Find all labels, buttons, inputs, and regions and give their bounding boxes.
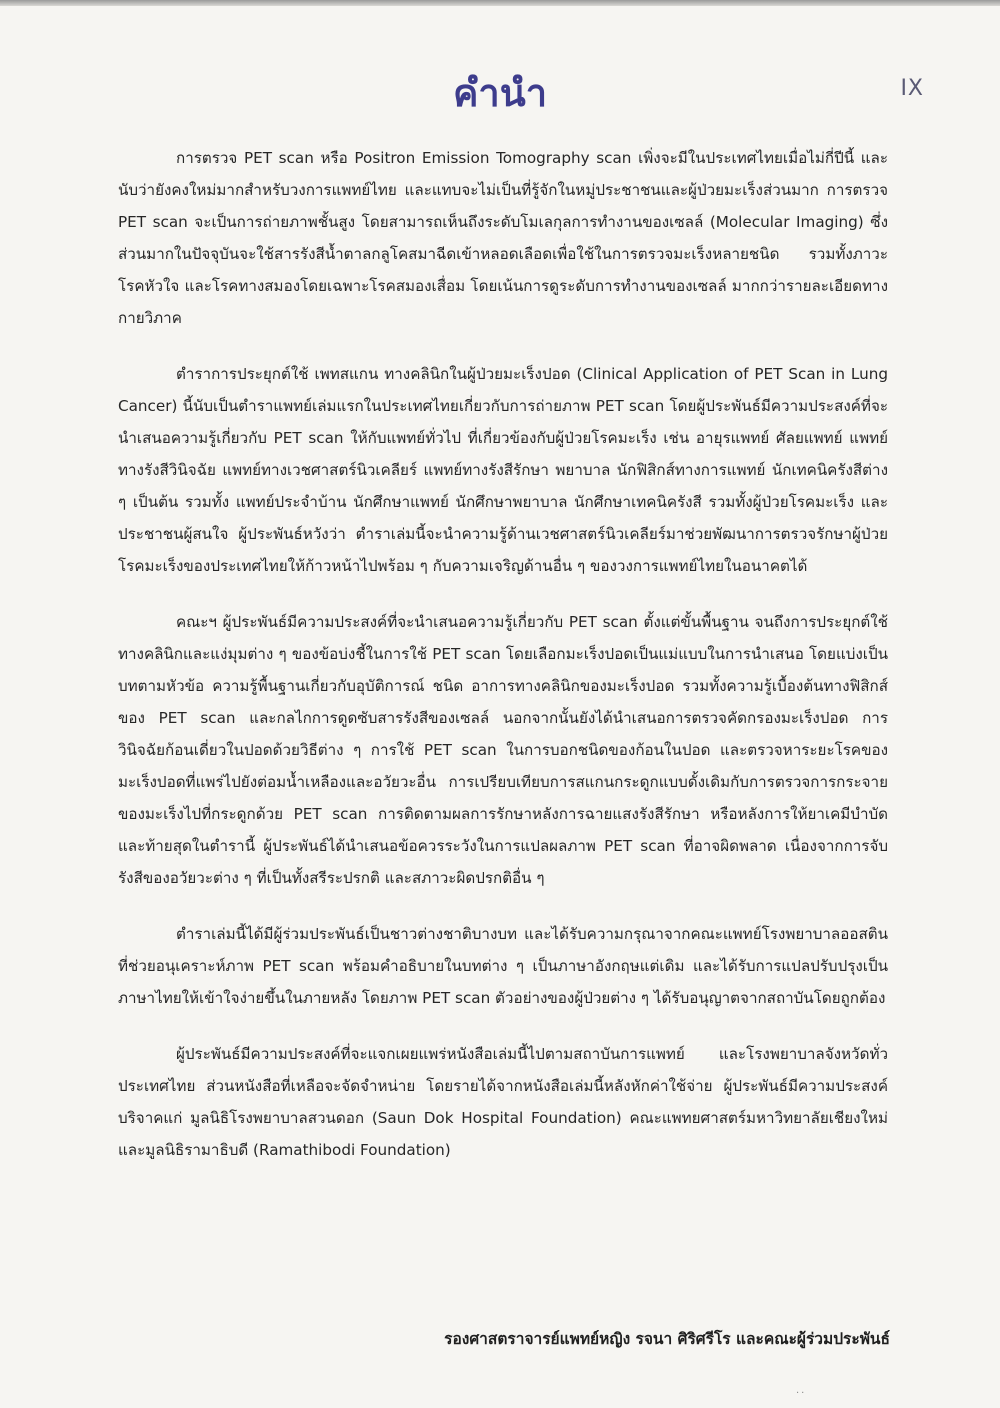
paragraph-2: ตำราการประยุกต์ใช้ เพทสแกน ทางคลินิกในผู้ป่วยมะเร็งปอด (Clinical Application of PET Scan in Lung Cancer) นี้นับเป็นตำราแพทย์เล่มแรกในประเทศไทยเกี่ยวกับการถ่ายภาพ PET scan โดยผู้ประพันธ์มีความประสงค์ที่จะนำเสนอความรู้เกี่ยวกับ PET scan ให้กับแพทย์ทั่วไป ที่เกี่ยวข้องกับผู้ป่วยโรคมะเร็ง เช่น อายุรแพทย์ ศัลยแพทย์ แพทย์ทางรังสีวินิจฉัย แพทย์ทางเวชศาสตร์นิวเคลียร์ แพทย์ทางรังสีรักษา พยาบาล นักฟิสิกส์ทางการแพทย์ นักเทคนิครังสีต่าง ๆ เป็นต้น รวมทั้ง แพทย์ประจำบ้าน นักศึกษาแพทย์ นักศึกษาพยาบาล นักศึกษาเทคนิครังสี รวมทั้งผู้ป่วยโรคมะเร็ง และประชาชนผู้สนใจ ผู้ประพันธ์หวังว่า ตำราเล่มนี้จะนำความรู้ด้านเวชศาสตร์นิวเคลียร์มาช่วยพัฒนาการตรวจรักษาผู้ป่วยโรคมะเร็งของประเทศไทยให้ก้าวหน้าไปพร้อม ๆ กับความเจริญด้านอื่น ๆ ของวงการแพทย์ไทยในอนาคตได้: [118, 365, 888, 575]
author-signature: รองศาสตราจารย์แพทย์หญิง รจนา ศิริศรีโร และคณะผู้ร่วมประพันธ์: [444, 1330, 890, 1348]
page-number: IX: [900, 76, 924, 101]
page-top-edge: [0, 0, 1000, 6]
scan-speck: ··: [796, 1388, 807, 1399]
paragraph-1: การตรวจ PET scan หรือ Positron Emission Tomography scan เพิ่งจะมีในประเทศไทยเมื่อไม่กี่ปีนี้ และนับว่ายังคงใหม่มากสำหรับวงการแพทย์ไทย และแทบจะไม่เป็นที่รู้จักในหมู่ประชาชนและผู้ป่วยมะเร็งส่วนมาก การตรวจ PET scan จะเป็นการถ่ายภาพชั้นสูง โดยสามารถเห็นถึงระดับโมเลกุลการทำงานของเซลล์ (Molecular Imaging) ซึ่งส่วนมากในปัจจุบันจะใช้สารรังสีน้ำตาลกลูโคสมาฉีดเข้าหลอดเลือดเพื่อใช้ในการตรวจมะเร็งหลายชนิด รวมทั้งภาวะโรคหัวใจ และโรคทางสมองโดยเฉพาะโรคสมองเสื่อม โดยเน้นการดูระดับการทำงานของเซลล์ มากกว่ารายละเอียดทางกายวิภาค: [118, 149, 888, 327]
preface-body: [118, 142, 888, 1166]
paragraph-5: ผู้ประพันธ์มีความประสงค์ที่จะแจกเผยแพร่หนังสือเล่มนี้ไปตามสถาบันการแพทย์ และโรงพยาบาลจังหวัดทั่วประเทศไทย ส่วนหนังสือที่เหลือจะจัดจำหน่าย โดยรายได้จากหนังสือเล่มนี้หลังหักค่าใช้จ่าย ผู้ประพันธ์มีความประสงค์บริจาคแก่ มูลนิธิโรงพยาบาลสวนดอก (Saun Dok Hospital Foundation) คณะแพทยศาสตร์มหาวิทยาลัยเชียงใหม่ และมูลนิธิรามาธิบดี (Ramathibodi Foundation): [118, 1045, 888, 1159]
paragraph-3: คณะฯ ผู้ประพันธ์มีความประสงค์ที่จะนำเสนอความรู้เกี่ยวกับ PET scan ตั้งแต่ขั้นพื้นฐาน จนถึงการประยุกต์ใช้ทางคลินิกและแง่มุมต่าง ๆ ของข้อบ่งชี้ในการใช้ PET scan โดยเลือกมะเร็งปอดเป็นแม่แบบในการนำเสนอ โดยแบ่งเป็นบทตามหัวข้อ ความรู้พื้นฐานเกี่ยวกับอุบัติการณ์ ชนิด อาการทางคลินิกของมะเร็งปอด รวมทั้งความรู้เบื้องต้นทางฟิสิกส์ของ PET scan และกลไกการดูดซับสารรังสีของเซลล์ นอกจากนั้นยังได้นำเสนอการตรวจคัดกรองมะเร็งปอด การวินิจฉัยก้อนเดี่ยวในปอดด้วยวิธีต่าง ๆ การใช้ PET scan ในการบอกชนิดของก้อนในปอด และตรวจหาระยะโรคของมะเร็งปอดที่แพร่ไปยังต่อมน้ำเหลืองและอวัยวะอื่น การเปรียบเทียบการสแกนกระดูกแบบดั้งเดิมกับการตรวจการกระจายของมะเร็งไปที่กระดูกด้วย PET scan การติดตามผลการรักษาหลังการฉายแสงรังสีรักษา หรือหลังการให้ยาเคมีบำบัด และท้ายสุดในตำรานี้ ผู้ประพันธ์ได้นำเสนอข้อควรระวังในการแปลผลภาพ PET scan ที่อาจผิดพลาด เนื่องจากการจับรังสีของอวัยวะต่าง ๆ ที่เป็นทั้งสรีระปรกติ และสภาวะผิดปรกติอื่น ๆ: [118, 613, 888, 887]
paragraph-4: ตำราเล่มนี้ได้มีผู้ร่วมประพันธ์เป็นชาวต่างชาติบางบท และได้รับความกรุณาจากคณะแพทย์โรงพยาบาลออสติน ที่ช่วยอนุเคราะห์ภาพ PET scan พร้อมคำอธิบายในบทต่าง ๆ เป็นภาษาอังกฤษแต่เดิม และได้รับการแปลปรับปรุงเป็นภาษาไทยให้เข้าใจง่ายขึ้นในภายหลัง โดยภาพ PET scan ตัวอย่างของผู้ป่วยต่าง ๆ ได้รับอนุญาตจากสถาบันโดยถูกต้อง: [118, 925, 888, 1007]
page-title: คำนำ: [452, 71, 548, 115]
